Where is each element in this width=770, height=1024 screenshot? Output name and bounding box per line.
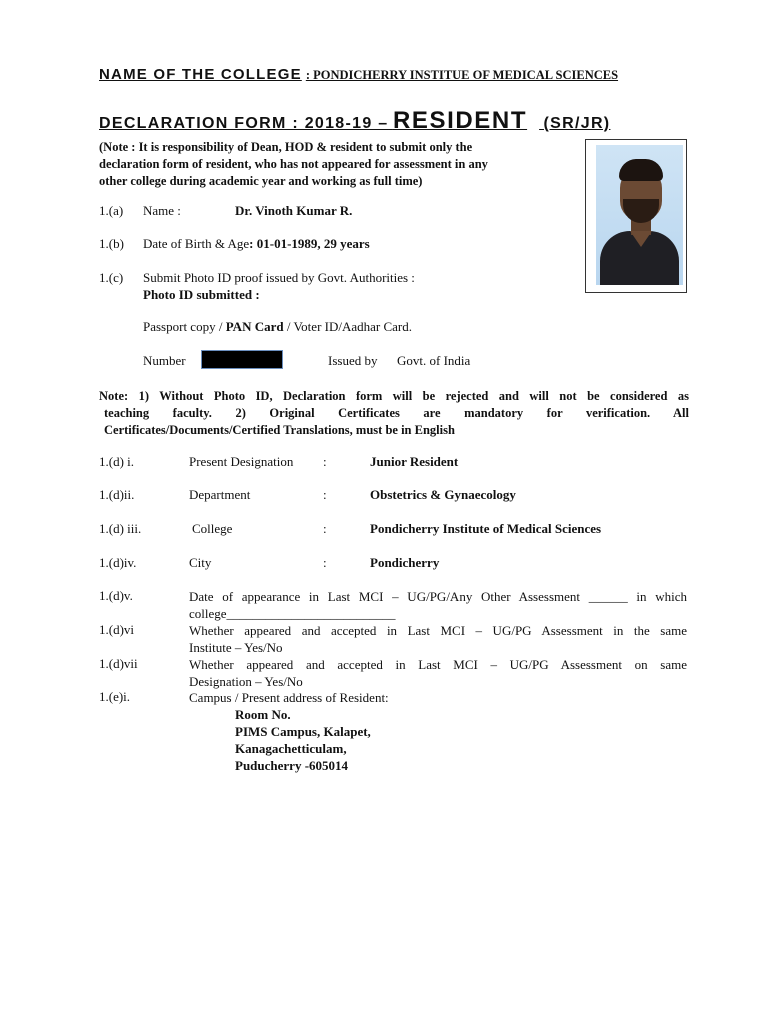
dob-field [143, 236, 370, 252]
form-title-prefix: DECLARATION FORM : 2018-19 – [99, 115, 389, 132]
address-line: Puducherry -605014 [235, 758, 349, 773]
designation-value: Junior Resident [370, 454, 459, 469]
college-label: NAME OF THE COLLEGE [99, 66, 302, 83]
item-label: 1.(a) [99, 203, 124, 218]
department-field-label: Department [189, 487, 251, 502]
item-label: 1.(d)ii. [99, 487, 135, 502]
photo-id-instruction: Submit Photo ID proof issued by Govt. Authorities : [143, 270, 415, 285]
college-name-line [99, 66, 618, 84]
separator-colon: : [323, 521, 327, 536]
note-line: declaration form of resident, who has not appeared for assessment in any [99, 157, 488, 171]
city-value: Pondicherry [370, 555, 440, 570]
same-designation-answer: Designation – Yes/No [189, 674, 303, 689]
item-label: 1.(e)i. [99, 689, 131, 704]
note-line: teaching faculty. 2) Original Certificates are mandatory for verification. All [104, 406, 689, 420]
item-label: 1.(d)vii [99, 656, 138, 671]
address-line: PIMS Campus, Kalapet, [235, 724, 371, 739]
item-label: 1.(c) [99, 270, 124, 285]
note-line: Note: 1) Without Photo ID, Declaration form will be rejected and will not be considered as [99, 389, 689, 403]
college-value: : PONDICHERRY INSTITUE OF MEDICAL SCIENCES [305, 68, 619, 82]
issued-by-value: Govt. of India [397, 353, 471, 368]
address-question: Campus / Present address of Resident: [189, 690, 389, 705]
redacted-id-number [201, 350, 283, 369]
separator-colon: : [323, 555, 327, 570]
college-field-label: College [192, 521, 233, 536]
form-title [99, 107, 610, 135]
note-line: Certificates/Documents/Certified Translations, must be in English [104, 423, 455, 437]
dob-value: : 01-01-1989, 29 years [249, 236, 370, 251]
id-type-options [143, 319, 412, 335]
note-line: other college during academic year and working as full time) [99, 174, 423, 188]
separator-colon: : [323, 487, 327, 502]
college-field-value: Pondicherry Institute of Medical Sciences [370, 521, 602, 536]
designation-field-label: Present Designation [189, 454, 294, 469]
issued-by-label: Issued by [328, 353, 378, 368]
item-label: 1.(d)iv. [99, 555, 137, 570]
name-value: Dr. Vinoth Kumar R. [235, 203, 353, 218]
responsibility-note [99, 139, 539, 190]
address-line: Kanagachetticulam, [235, 741, 347, 756]
id-option-pan: PAN Card [225, 319, 284, 334]
dob-field-label: Date of Birth & Age [143, 236, 250, 251]
id-option-passport: Passport copy / [143, 319, 223, 334]
id-number-label: Number [143, 353, 186, 368]
photo-id-submitted-label: Photo ID submitted : [143, 287, 260, 302]
same-institute-question: Whether appeared and accepted in Last MCI – UG/PG Assessment in the same [189, 623, 687, 638]
resident-photo [596, 145, 683, 285]
address-line: Room No. [235, 707, 291, 722]
department-value: Obstetrics & Gynaecology [370, 487, 516, 502]
same-designation-question: Whether appeared and accepted in Last MCI – UG/PG Assessment on same [189, 657, 687, 672]
form-title-suffix: (SR/JR) [543, 115, 611, 132]
note-line: (Note : It is responsibility of Dean, HOD & resident to submit only the [99, 140, 473, 154]
mci-appearance-question: Date of appearance in Last MCI – UG/PG/Any Other Assessment ______ in which [189, 589, 687, 604]
item-label: 1.(d) i. [99, 454, 135, 469]
same-institute-answer: Institute – Yes/No [189, 640, 283, 655]
form-title-main: RESIDENT [392, 107, 528, 134]
city-field-label: City [189, 555, 212, 570]
item-label: 1.(d)vi [99, 622, 135, 637]
separator-colon: : [323, 454, 327, 469]
id-option-voter-aadhar: / Voter ID/Aadhar Card. [286, 319, 413, 334]
item-label: 1.(d) iii. [99, 521, 142, 536]
item-label: 1.(d)v. [99, 588, 133, 603]
name-field-label: Name : [143, 203, 181, 218]
mci-appearance-college-blank: college__________________________ [189, 606, 396, 621]
photo-id-note [99, 388, 689, 439]
item-label: 1.(b) [99, 236, 124, 251]
